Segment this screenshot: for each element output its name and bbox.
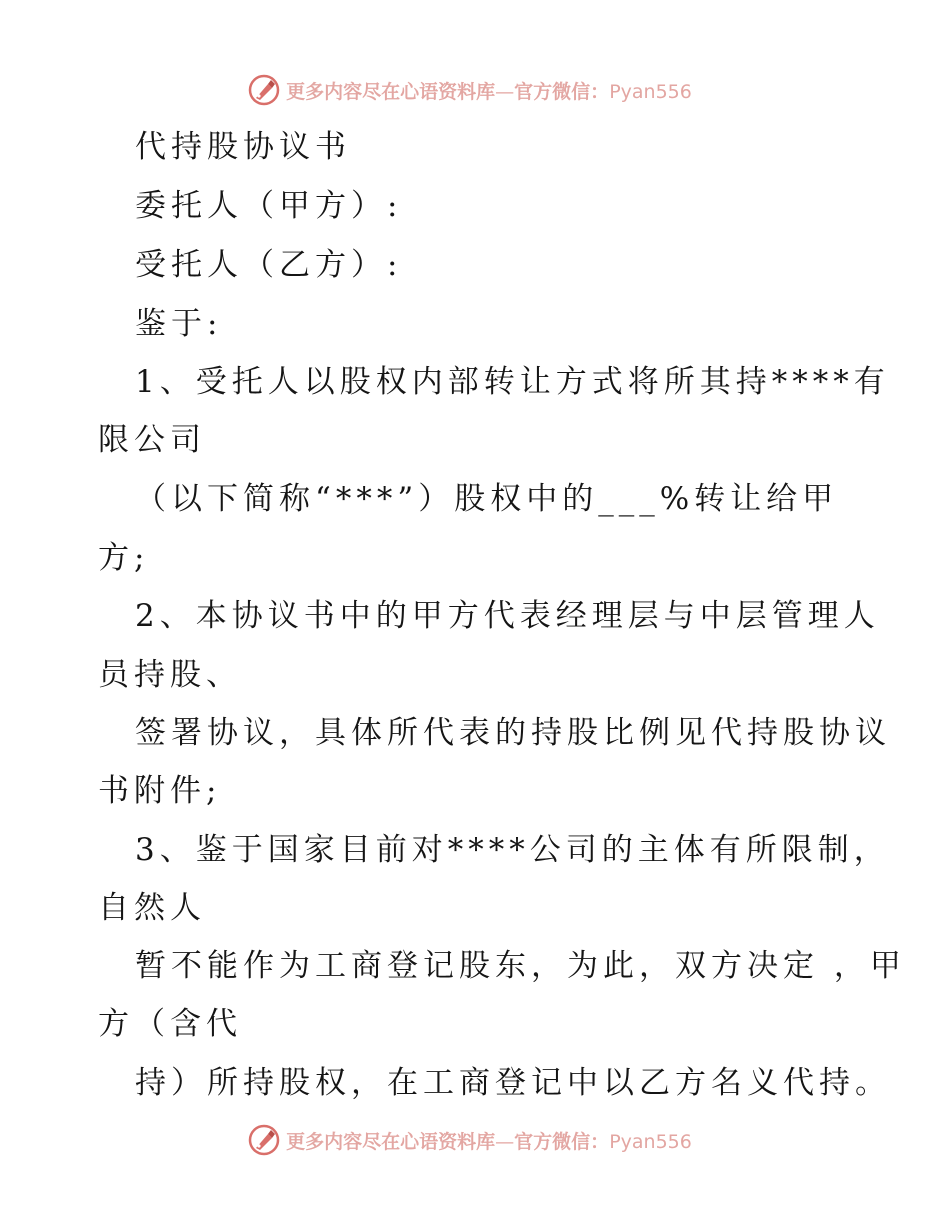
clause-2-line-3: 签署协议，具体所代表的持股比例见代持股协议 [135,715,891,751]
watermark-label: 官方微信： [514,1130,610,1153]
clause-1-line-2: 限公司 [98,422,206,458]
header-watermark [0,70,950,110]
watermark-group [248,1124,692,1156]
clause-3-line-2: 自然人 [98,890,206,926]
clause-3-line-3: 暂不能作为工商登记股东，为此，双方决定 ，甲 [135,948,906,984]
footer-watermark [0,1120,950,1160]
watermark-account: Pyan556 [609,1130,692,1153]
trustee-line: 受托人（乙方）: [135,247,403,283]
whereas-line: 鉴于: [135,306,223,342]
clause-3-line-1: 3、鉴于国家目前对****公司的主体有所限制， [135,832,890,868]
watermark-account: Pyan556 [609,80,692,103]
clause-2-line-4: 书附件; [98,773,222,809]
pen-logo-icon [248,1124,280,1156]
clause-1-line-1: 1、受托人以股权内部转让方式将所其持****有 [135,364,890,400]
watermark-separator: — [495,1130,515,1153]
clause-3-line-5: 持）所持股权，在工商登记中以乙方名义代持。 [135,1065,891,1101]
watermark-main: 更多内容尽在心语资料库 [286,80,496,103]
principal-line: 委托人（甲方）: [135,188,403,224]
clause-2-line-1: 2、本协议书中的甲方代表经理层与中层管理人 [135,598,880,634]
watermark-separator: — [495,80,515,103]
watermark-text [286,1127,692,1154]
pen-logo-icon [248,74,280,106]
clause-3-line-4: 方（含代 [98,1006,242,1042]
watermark-group [248,74,692,106]
document-title: 代持股协议书 [135,129,351,165]
clause-2-line-2: 员持股、 [98,657,242,693]
watermark-label: 官方微信： [514,80,610,103]
clause-1-line-4: 方; [98,540,150,576]
watermark-main: 更多内容尽在心语资料库 [286,1130,496,1153]
watermark-text [286,77,692,104]
clause-1-line-3: （以下简称“***”）股权中的___%转让给甲 [135,481,839,517]
